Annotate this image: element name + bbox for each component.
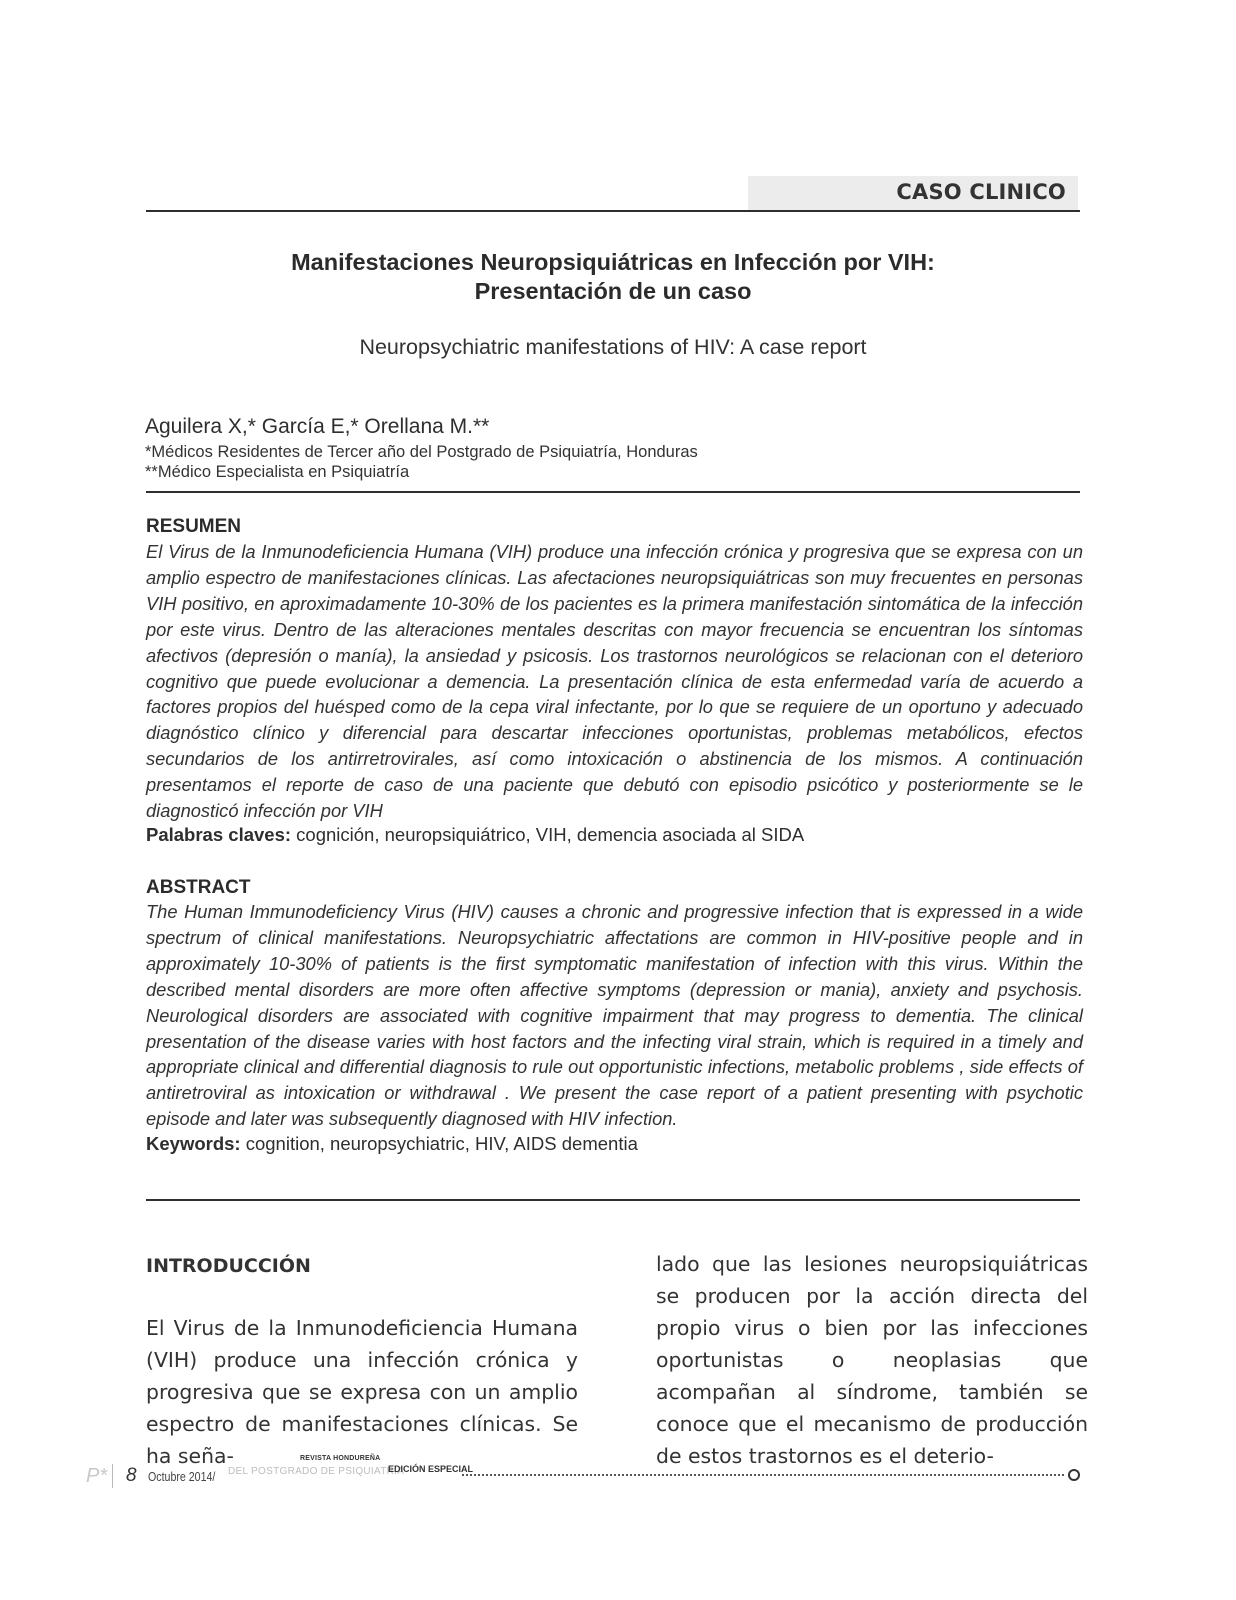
introduction-column-left: El Virus de la Inmunodeficiencia Humana (VIH) produce una infección crónica y progresiva que se expresa con un amplio espectro de manifestaciones clínicas. Se ha seña- [146,1316,578,1468]
abstract-rule [146,1199,1080,1201]
issue-date: Octubre 2014/ [148,1470,216,1484]
resumen-keywords [146,824,804,846]
abstract-keywords-list: cognition, neuropsychiatric, HIV, AIDS dementia [240,1133,638,1154]
abstract-heading: ABSTRACT [146,877,251,898]
introduction-heading: INTRODUCCIÓN [146,1255,311,1277]
title-line-2: Presentación de un caso [474,278,752,304]
affiliation-2: **Médico Especialista en Psiquiatría [145,463,410,481]
journal-logo: P* [86,1465,108,1487]
header-rule [146,210,1080,212]
footer-divider [112,1464,113,1488]
article-title [146,248,1080,306]
page-number: 8 [126,1465,137,1486]
title-line-1: Manifestaciones Neuropsiquiátricas en Infección por VIH: [291,249,935,275]
resumen-heading: RESUMEN [146,516,242,537]
abstract-keywords-label: Keywords: [146,1133,241,1154]
authors-rule [146,491,1080,493]
section-label: CASO CLINICO [896,180,1066,204]
journal-name-bottom: DEL POSTGRADO DE PSIQUIATRIA [228,1466,405,1477]
article-subtitle: Neuropsychiatric manifestations of HIV: A case report [359,335,867,359]
resumen-body: El Virus de la Inmunodeficiencia Humana (VIH) produce una infección crónica y progresiva que se expresa con un amplio espectro de manifestaciones clínicas. Las afectaciones neuropsiquiátricas son muy frecuentes en personas VIH positivo, en aproximadamente 10-30% de los pacientes es la primera manifestación sintomática de la infección por este virus. Dentro de las alteraciones mentales descritas con mayor frecuencia se encuentran los síntomas afectivos (depresión o manía), la ansiedad y psicosis. Los trastornos neurológicos se relacionan con el deterioro cognitivo que puede evolucionar a demencia. La presentación clínica de esta enfermedad varía de acuerdo a factores propios del huésped como de la cepa viral infectante, por lo que se requiere de un oportuno y adecuado diagnóstico clínico y diferencial para descartar infecciones oportunistas, problemas metabólicos, efectos secundarios de los antirretrovirales, así como intoxicación o abstinencia de los mismos. A continuación presentamos el reporte de caso de una paciente que debutó con episodio psicótico y posteriormente se le diagnosticó infección por VIH [146,541,1083,822]
abstract-keywords [146,1133,638,1155]
introduction-column-right: lado que las lesiones neuropsiquiátricas se producen por la acción directa del propio virus o bien por las infecciones oportunistas o neoplasias que acompañan al síndrome, también se conoce que el mecanismo de producción de estos trastornos es el deterio- [656,1252,1088,1468]
resumen-keywords-label: Palabras claves: [146,824,292,845]
affiliation-1: *Médicos Residentes de Tercer año del Postgrado de Psiquiatría, Honduras [145,443,698,461]
edition-label: EDICIÓN ESPECIAL [388,1464,474,1474]
resumen-keywords-list: cognición, neuropsiquiátrico, VIH, demencia asociada al SIDA [291,824,805,845]
journal-name-top: REVISTA HONDUREÑA [300,1455,381,1462]
footer-dotted-line [462,1474,1064,1476]
footer-circle-icon [1068,1469,1080,1481]
abstract-body: The Human Immunodeficiency Virus (HIV) causes a chronic and progressive infection that is expressed in a wide spectrum of clinical manifestations. Neuropsychiatric affectations are common in HIV-positive people and in approximately 10-30% of patients is the first symptomatic manifestation of infection with this virus. Within the described mental disorders are more often affective symptoms (depression or mania), anxiety and psychosis. Neurological disorders are associated with cognitive impairment that may progress to dementia. The clinical presentation of the disease varies with host factors and the infecting viral strain, which is required in a timely and appropriate clinical and differential diagnosis to rule out opportunistic infections, metabolic problems , side effects of antiretroviral as intoxication or withdrawal . We present the case report of a patient presenting with psychotic episode and later was subsequently diagnosed with HIV infection. [146,901,1083,1130]
authors: Aguilera X,* García E,* Orellana M.** [145,415,490,438]
